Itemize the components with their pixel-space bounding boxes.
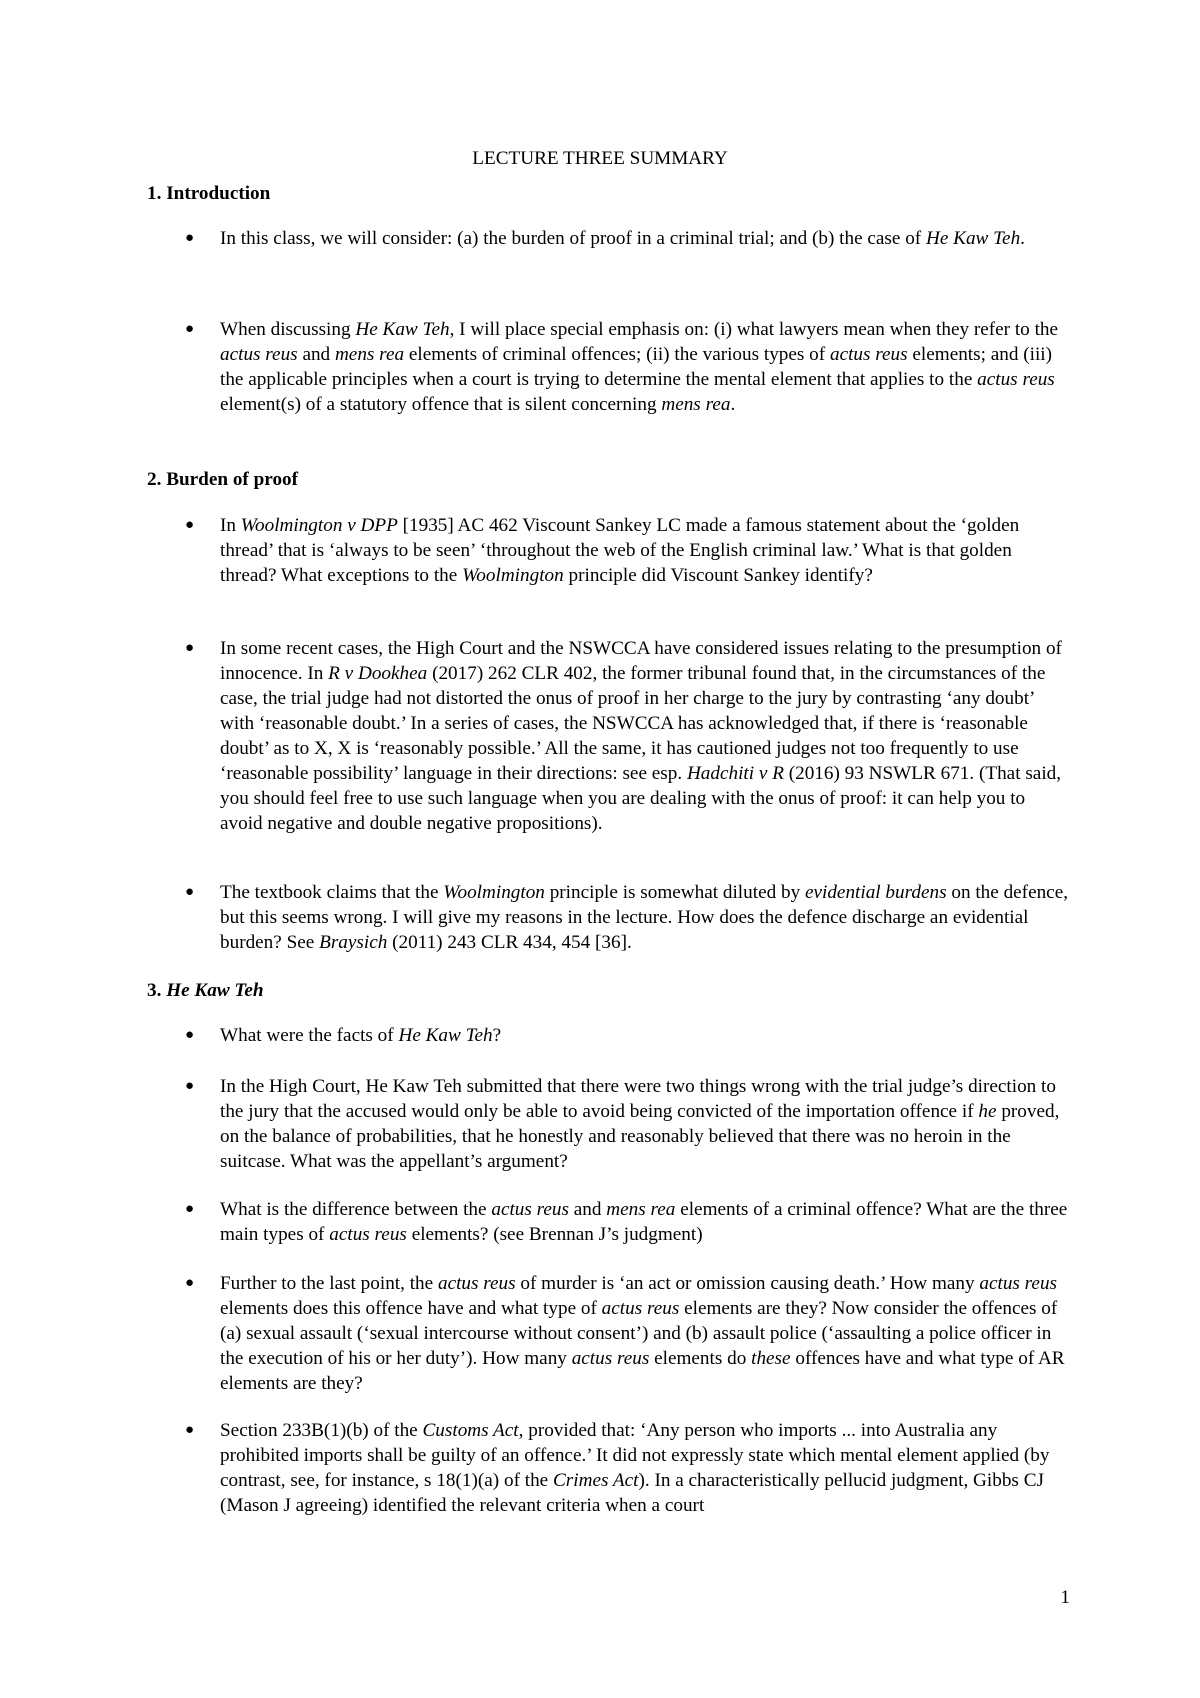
bullet-text: The textbook claims that the Woolmington principle is somewhat diluted by evidential burdens on the defence, but this seems wrong. I will give my reasons in the lecture. How does the defence discharge an evidential burden? See Braysich (2011) 243 CLR 434, 454 [36]. [220,882,1069,953]
page-number: 1 [1060,1587,1070,1608]
bullet-text: In some recent cases, the High Court and the NSWCCA have considered issues relating to the presumption of innocence. In R v Dookhea (2017) 262 CLR 402, the former tribunal found that, in the circumstances of the case, the trial judge had not distorted the onus of proof in her charge to the jury by contrasting ‘any doubt’ with ‘reasonable doubt.’ In a series of cases, the NSWCCA has acknowledged that, if there is ‘reasonable doubt’ as to X, X is ‘reasonably possible.’ All the same, it has cautioned judges not too frequently to use ‘reasonable possibility’ language in their directions: see esp. Hadchiti v R (2016) 93 NSWLR 671. (That said, you should feel free to use such language when you are dealing with the onus of proof: it can help you to avoid negative and double negative propositions). [220,638,1062,834]
section-heading-he-kaw-teh: 3. He Kaw Teh [147,980,264,1001]
bullet-text: Further to the last point, the actus reus of murder is ‘an act or omission causing death.’ How many actus reus elements does this offence have and what type of actus reus elements are they? Now consider the offences of (a) sexual assault (‘sexual intercourse without consent’) and (b) assault police (‘assaulting a police officer in the execution of his or her duty’). How many actus reus elements do these offences have and what type of AR elements are they? [220,1273,1065,1394]
bullet-icon: ● [185,884,195,900]
bullet-icon: ● [185,640,195,656]
bullet-text: In this class, we will consider: (a) the burden of proof in a criminal trial; and (b) the case of He Kaw Teh. [220,228,1025,249]
page-title: LECTURE THREE SUMMARY [472,148,728,169]
section-heading-introduction: 1. Introduction [147,183,271,204]
section-heading-burden-of-proof: 2. Burden of proof [147,469,299,490]
bullet-icon: ● [185,1027,195,1043]
bullet-icon: ● [185,321,195,337]
bullet-icon: ● [185,517,195,533]
bullet-icon: ● [185,1275,195,1291]
bullet-text: In Woolmington v DPP [1935] AC 462 Viscount Sankey LC made a famous statement about the ‘golden thread’ that is ‘always to be seen’ ‘throughout the web of the English criminal law.’ What is that golden thread? What exceptions to the Woolmington principle did Viscount Sankey identify? [220,515,1020,586]
bullet-text: What were the facts of He Kaw Teh? [220,1025,502,1046]
bullet-text: What is the difference between the actus reus and mens rea elements of a criminal offence? What are the three main types of actus reus elements? (see Brennan J’s judgment) [220,1199,1068,1245]
bullet-text: In the High Court, He Kaw Teh submitted that there were two things wrong with the trial judge’s direction to the jury that the accused would only be able to avoid being convicted of the importation offence if he proved, on the balance of probabilities, that he honestly and reasonably believed that there was no heroin in the suitcase. What was the appellant’s argument? [220,1076,1060,1172]
bullet-icon: ● [185,1422,195,1438]
bullet-icon: ● [185,1078,195,1094]
bullet-icon: ● [185,1201,195,1217]
bullet-text: Section 233B(1)(b) of the Customs Act, provided that: ‘Any person who imports ... into Australia any prohibited imports shall be guilty of an offence.’ It did not expressly state which mental element applied (by contrast, see, for instance, s 18(1)(a) of the Crimes Act). In a characteristically pellucid judgment, Gibbs CJ (Mason J agreeing) identified the relevant criteria when a court [220,1420,1050,1516]
bullet-icon: ● [185,230,195,246]
bullet-text: When discussing He Kaw Teh, I will place special emphasis on: (i) what lawyers mean when they refer to the actus reus and mens rea elements of criminal offences; (ii) the various types of actus reus elements; and (iii) the applicable principles when a court is trying to determine the mental element that applies to the actus reus element(s) of a statutory offence that is silent concerning mens rea. [220,319,1059,415]
